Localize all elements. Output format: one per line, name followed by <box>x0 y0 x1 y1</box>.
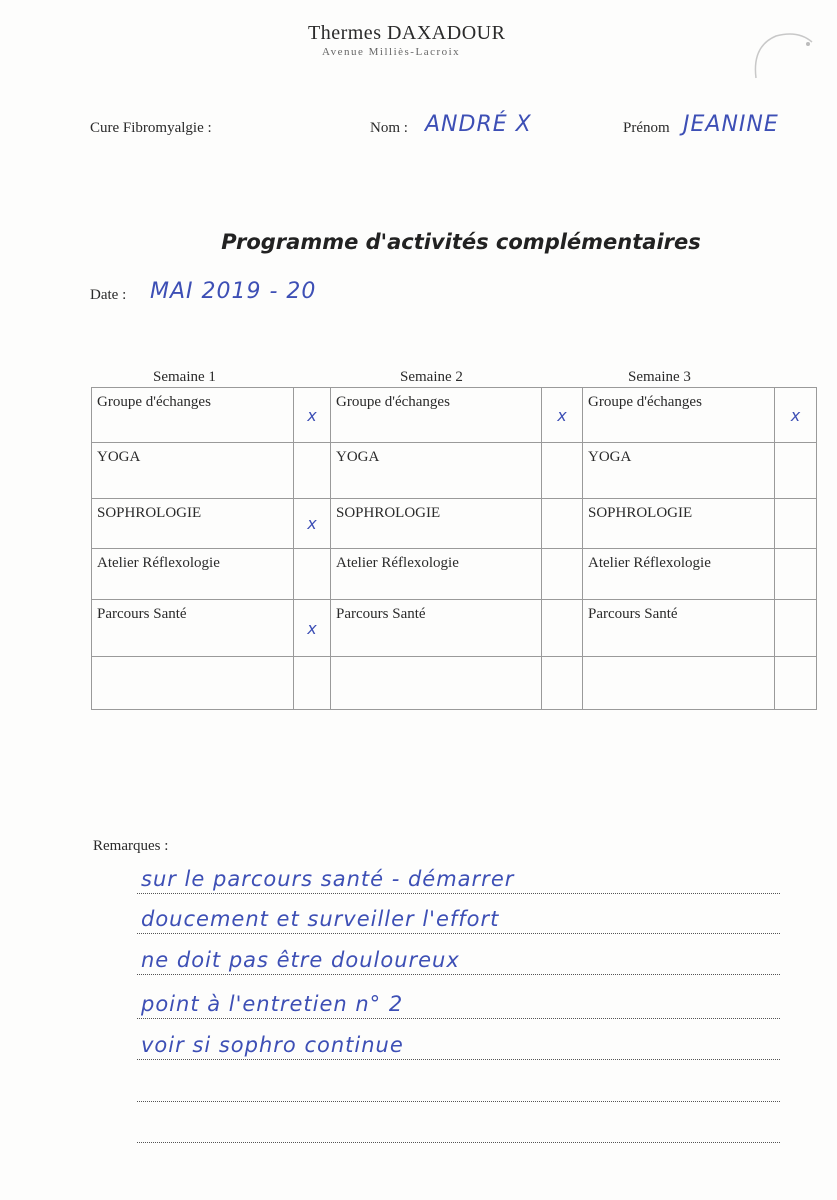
activity-grid <box>91 387 817 710</box>
activity-label: Parcours Santé <box>92 600 294 657</box>
activity-label: SOPHROLOGIE <box>583 499 775 549</box>
establishment-address: Avenue Milliès-Lacroix <box>322 46 461 58</box>
remark-line[interactable] <box>137 907 780 934</box>
remark-line[interactable] <box>137 948 780 975</box>
establishment-name: Thermes DAXADOUR <box>308 22 506 44</box>
activity-label: YOGA <box>583 443 775 499</box>
week-1-title: Semaine 1 <box>153 369 216 385</box>
activity-label: Groupe d'échanges <box>92 388 294 443</box>
remark-line[interactable] <box>137 1033 780 1060</box>
page-title: Programme d'activités complémentaires <box>221 230 701 254</box>
week-2-checkbox[interactable] <box>542 443 583 499</box>
activity-label: Parcours Santé <box>583 600 775 657</box>
activity-label <box>92 657 294 710</box>
remark-text: ne doit pas être douloureux <box>141 948 460 972</box>
week-1-checkbox[interactable] <box>294 443 331 499</box>
prenom-field[interactable]: JEANINE <box>683 112 779 137</box>
week-2-checkbox[interactable] <box>542 657 583 710</box>
prenom-label: Prénom <box>623 120 670 136</box>
week-2-checkbox[interactable] <box>542 600 583 657</box>
week-2-title: Semaine 2 <box>400 369 463 385</box>
week-3-checkbox[interactable] <box>775 657 817 710</box>
week-3-checkbox[interactable] <box>775 443 817 499</box>
activity-label: Atelier Réflexologie <box>92 549 294 600</box>
date-label: Date : <box>90 287 127 303</box>
cure-label: Cure Fibromyalgie : <box>90 120 212 136</box>
remark-line[interactable] <box>137 992 780 1019</box>
remark-line[interactable] <box>137 1124 780 1143</box>
remark-text: voir si sophro continue <box>141 1033 404 1057</box>
remark-text: sur le parcours santé - démarrer <box>141 867 515 891</box>
week-3-checkbox[interactable]: x <box>775 388 817 443</box>
activity-row <box>92 657 817 710</box>
remark-line[interactable] <box>137 867 780 894</box>
week-2-checkbox[interactable] <box>542 549 583 600</box>
remark-line[interactable] <box>137 1083 780 1102</box>
week-1-checkbox[interactable] <box>294 549 331 600</box>
remark-text: point à l'entretien n° 2 <box>141 992 404 1016</box>
activity-label: YOGA <box>92 443 294 499</box>
activity-label <box>331 657 542 710</box>
week-2-checkbox[interactable] <box>542 499 583 549</box>
nom-label: Nom : <box>370 120 408 136</box>
week-3-title: Semaine 3 <box>628 369 691 385</box>
activity-label: Groupe d'échanges <box>331 388 542 443</box>
activity-label: Parcours Santé <box>331 600 542 657</box>
week-1-checkbox[interactable]: x <box>294 600 331 657</box>
activity-row <box>92 499 817 549</box>
week-3-checkbox[interactable] <box>775 549 817 600</box>
activity-label: YOGA <box>331 443 542 499</box>
week-1-checkbox[interactable]: x <box>294 388 331 443</box>
activity-label: Atelier Réflexologie <box>331 549 542 600</box>
week-1-checkbox[interactable] <box>294 657 331 710</box>
punch-hole-mark <box>746 28 816 88</box>
date-field[interactable]: MAI 2019 - 20 <box>150 279 317 304</box>
activity-row <box>92 600 817 657</box>
nom-field[interactable]: ANDRÉ X <box>425 112 532 137</box>
week-1-checkbox[interactable]: x <box>294 499 331 549</box>
activity-label: SOPHROLOGIE <box>92 499 294 549</box>
activity-label: Groupe d'échanges <box>583 388 775 443</box>
week-2-checkbox[interactable]: x <box>542 388 583 443</box>
activity-row <box>92 549 817 600</box>
activity-label: Atelier Réflexologie <box>583 549 775 600</box>
remarks-label: Remarques : <box>93 838 169 854</box>
activity-label <box>583 657 775 710</box>
activity-row <box>92 443 817 499</box>
week-3-checkbox[interactable] <box>775 499 817 549</box>
week-3-checkbox[interactable] <box>775 600 817 657</box>
activity-label: SOPHROLOGIE <box>331 499 542 549</box>
remark-text: doucement et surveiller l'effort <box>141 907 500 931</box>
activity-row <box>92 388 817 443</box>
